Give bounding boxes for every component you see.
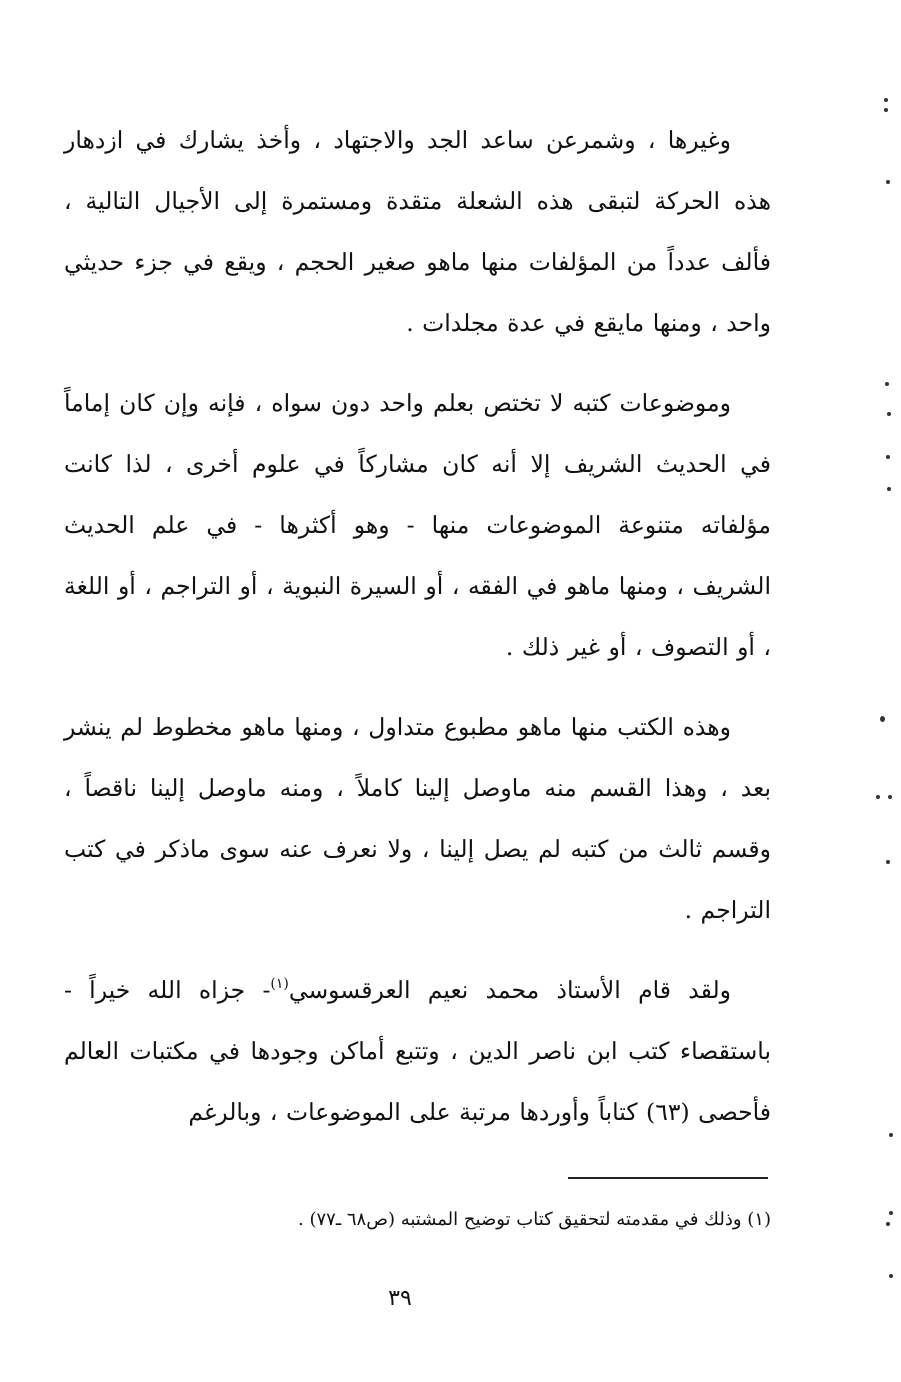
paragraph-3 (64, 697, 771, 941)
scan-speck (889, 1211, 893, 1215)
paragraph-4-text-start: ولقد قام الأستاذ محمد نعيم العرقسوسي (288, 976, 731, 1004)
paragraph-2 (64, 373, 771, 678)
scan-speck (886, 860, 890, 864)
scan-speck (888, 795, 892, 799)
scan-speck (886, 180, 890, 184)
scan-speck (884, 108, 888, 112)
paragraph-3-text: وهذه الكتب منها ماهو مطبوع متداول ، ومنها ماهو مخطوط لم ينشر بعد ، وهذا القسم منه ماوصل إلينا كاملاً ، ومنه ماوصل إلينا ناقصاً ، وقسم ثالث من كتبه لم يصل إلينا ، ولا نعرف عنه سوى ماذكر في كتب التراجم . (64, 713, 771, 924)
paragraph-4-text-end: - جزاه الله خيراً - باستقصاء كتب ابن ناصر الدين ، وتتبع أماكن وجودها في مكتبات العالم فأحصى (٦٣) كتاباً وأوردها مرتبة على الموضوعات ، وبالرغم (64, 976, 771, 1126)
footnote-reference: (١) (270, 976, 289, 992)
scan-speck (880, 716, 885, 722)
footnote: (١) وذلك في مقدمته لتحقيق كتاب توضيح المشتبه (ص٦٨ ـ٧٧) . (298, 1209, 771, 1230)
scan-speck (884, 98, 888, 102)
footnote-divider (568, 1177, 768, 1179)
paragraph-4 (64, 960, 771, 1143)
scan-speck (889, 1274, 893, 1278)
scan-speck (887, 487, 891, 491)
scan-speck (885, 382, 889, 386)
page-number: ٣٩ (388, 1286, 412, 1311)
scan-speck (876, 795, 880, 799)
paragraph-1 (64, 110, 771, 354)
paragraph-1-text: وغيرها ، وشمرعن ساعد الجد والاجتهاد ، وأخذ يشارك في ازدهار هذه الحركة لتبقى هذه الشعلة متقدة ومستمرة إلى الأجيال التالية ، فألف عدداً من المؤلفات منها ماهو صغير الحجم ، ويقع في جزء حديثي واحد ، ومنها مايقع في عدة مجلدات . (64, 126, 771, 337)
scan-speck (889, 1133, 893, 1137)
scan-speck (886, 455, 890, 459)
paragraph-2-text: وموضوعات كتبه لا تختص بعلم واحد دون سواه ، فإنه وإن كان إماماً في الحديث الشريف إلا أنه كان مشاركاً في علوم أخرى ، لذا كانت مؤلفاته متنوعة الموضوعات منها - وهو أكثرها - في علم الحديث الشريف ، ومنها ماهو في الفقه ، أو السيرة النبوية ، أو التراجم ، أو اللغة ، أو التصوف ، أو غير ذلك . (64, 389, 771, 661)
scan-speck (887, 412, 891, 416)
scan-speck (886, 1222, 890, 1226)
